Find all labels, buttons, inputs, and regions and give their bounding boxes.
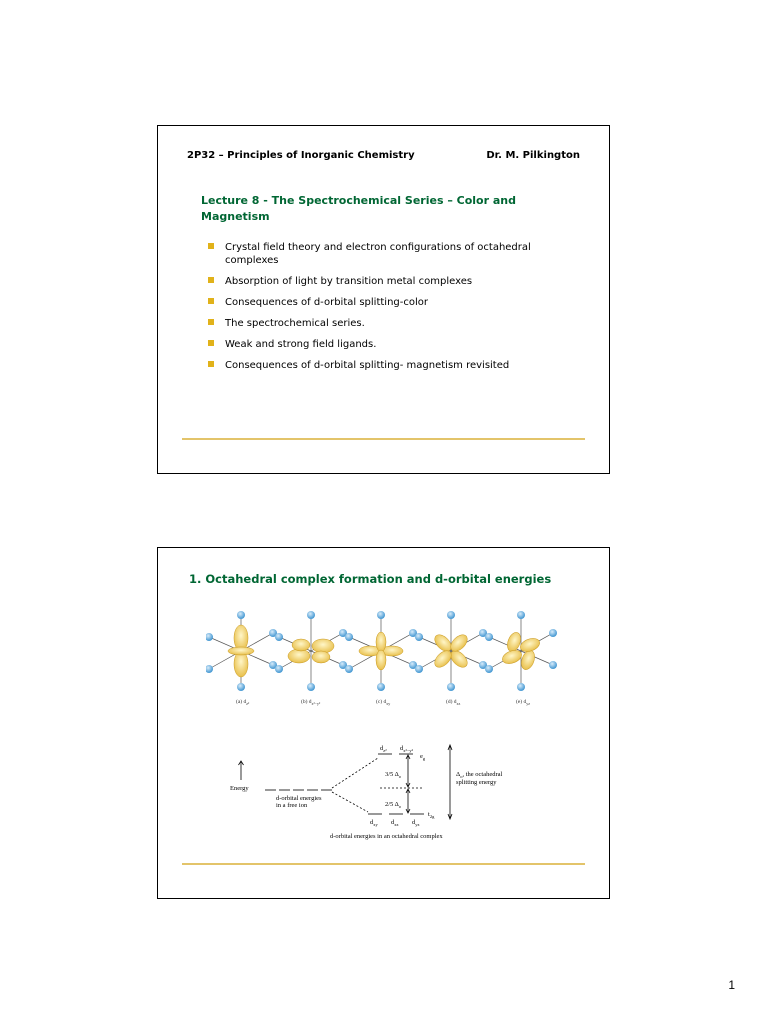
delta-label-2: splitting energy <box>456 779 497 786</box>
energy-level-diagram <box>220 734 520 844</box>
caption-dz2: (a) $d_{z^2}$ <box>236 699 250 706</box>
diagram-caption: d-orbital energies in an octahedral complex <box>330 833 443 840</box>
bullet-square-icon <box>208 319 214 325</box>
upper-split-label: 3/5 $\Delta_o$ <box>385 771 402 779</box>
bullet-square-icon <box>208 243 214 249</box>
bullet-square-icon <box>208 361 214 367</box>
bullet-item: Weak and strong field ligands. <box>208 338 563 351</box>
orbital-dxz <box>415 611 487 691</box>
page-number: 1 <box>728 978 735 992</box>
caption-dyz: (e) $d_{yz}$ <box>516 699 531 706</box>
slide-header <box>187 150 580 161</box>
slide-title: 1. Octahedral complex formation and d-orbital energies <box>189 572 552 586</box>
free-ion-label-1: d-orbital energies <box>276 795 322 802</box>
slide-1 <box>157 125 610 474</box>
author-name: Dr. M. Pilkington <box>486 150 580 161</box>
energy-label: Energy <box>230 785 249 792</box>
t2g-label: $t_{2g}$ <box>428 811 435 819</box>
bullet-item: The spectrochemical series. <box>208 317 563 330</box>
bullet-item: Consequences of d-orbital splitting- magnetism revisited <box>208 359 563 372</box>
t2g-orbital-3: $d_{yz}$ <box>412 819 420 827</box>
bullet-item: Absorption of light by transition metal complexes <box>208 275 563 288</box>
delta-label-1: $\Delta_o$, the octahedral <box>456 771 503 779</box>
course-title: 2P32 – Principles of Inorganic Chemistry <box>187 150 415 161</box>
bullet-square-icon <box>208 277 214 283</box>
bullet-list <box>208 241 563 380</box>
d-orbital-illustrations <box>206 606 558 721</box>
footer-rule <box>182 438 585 440</box>
lecture-title: Lecture 8 - The Spectrochemical Series – Color and Magnetism <box>201 194 516 223</box>
caption-dxz: (d) $d_{xz}$ <box>446 699 461 706</box>
t2g-orbital-1: $d_{xy}$ <box>370 819 378 827</box>
caption-dx2y2: (b) $d_{x^2-y^2}$ <box>301 699 321 706</box>
footer-rule <box>182 863 585 865</box>
orbital-dz2 <box>206 611 277 691</box>
slide-2 <box>157 547 610 899</box>
lower-split-label: 2/5 $\Delta_o$ <box>385 801 402 809</box>
orbital-dxy <box>345 611 417 691</box>
eg-orbital-1: $d_{z^2}$ <box>380 745 387 753</box>
bullet-item: Crystal field theory and electron configurations of octahedral complexes <box>208 241 563 267</box>
caption-dxy: (c) $d_{xy}$ <box>376 699 391 706</box>
eg-orbital-2: $d_{x^2-y^2}$ <box>400 745 413 753</box>
bullet-item: Consequences of d-orbital splitting-color <box>208 296 563 309</box>
t2g-orbital-2: $d_{xz}$ <box>391 819 399 827</box>
bullet-square-icon <box>208 298 214 304</box>
eg-label: $e_g$ <box>420 753 426 761</box>
free-ion-label-2: in a free ion <box>276 802 308 809</box>
orbital-dyz <box>485 611 557 691</box>
bullet-square-icon <box>208 340 214 346</box>
orbital-dx2y2 <box>275 611 347 691</box>
